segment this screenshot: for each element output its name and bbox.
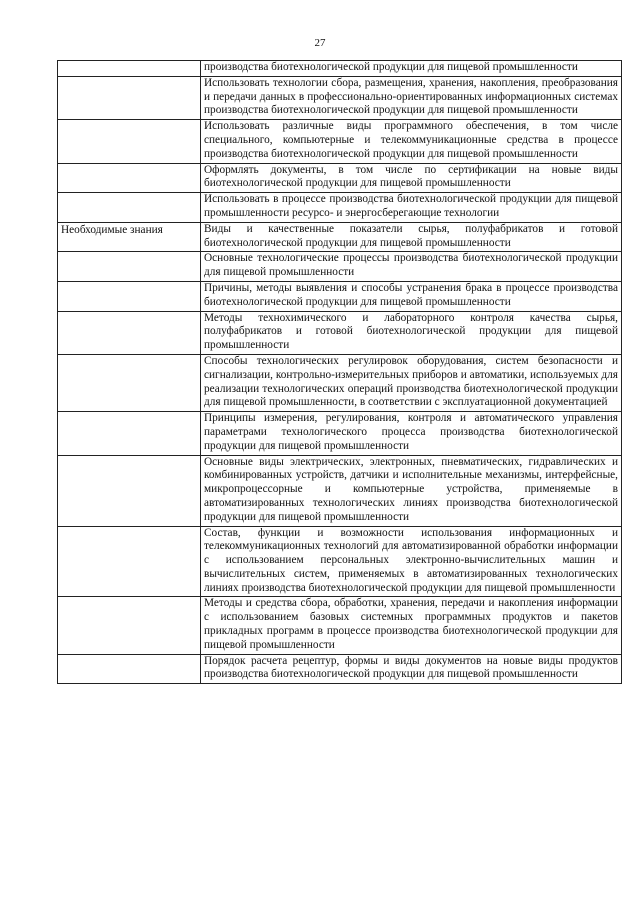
row-label (58, 281, 201, 311)
row-text: Виды и качественные показатели сырья, полуфабрикатов и готовой биотехнологической продукции для пищевой промышленности (201, 222, 622, 252)
table-row (58, 163, 622, 193)
row-label (58, 654, 201, 684)
row-label (58, 597, 201, 654)
row-text: Оформлять документы, в том числе по сертификации на новые виды биотехнологической продукции для пищевой промышленности (201, 163, 622, 193)
row-text: Способы технологических регулировок оборудования, систем безопасности и сигнализации, контрольно-измерительных приборов и автоматики, используемых для реализации технологических операций производства биотехнологической продукции для пищевой промышленности, в соответствии с эксплуатационной документацией (201, 354, 622, 411)
row-label (58, 455, 201, 526)
table-row (58, 120, 622, 163)
table-row (58, 654, 622, 684)
table-row (58, 222, 622, 252)
row-text: Основные технологические процессы производства биотехнологической продукции для пищевой промышленности (201, 252, 622, 282)
row-text: Использовать в процессе производства биотехнологической продукции для пищевой промышленности ресурсо- и энергосберегающие технологии (201, 193, 622, 223)
row-text: Состав, функции и возможности использования информационных и телекоммуникационных технологий для автоматизированной обработки информации с использованием персональных электронно-вычислительных машин и вычислительных систем, применяемых в автоматизированных технологических линиях производства биотехнологической продукции для пищевой промышленности (201, 526, 622, 597)
row-text: Использовать технологии сбора, размещения, хранения, накопления, преобразования и передачи данных в профессионально-ориентированных информационных системах производства биотехнологической продукции для пищевой промышленности (201, 76, 622, 119)
table-row (58, 61, 622, 77)
page-number: 27 (314, 37, 326, 49)
table-row (58, 412, 622, 455)
table-row (58, 281, 622, 311)
table-row (58, 455, 622, 526)
requirements-table (57, 60, 622, 684)
table-row (58, 354, 622, 411)
table-row (58, 597, 622, 654)
row-label (58, 311, 201, 354)
row-label (58, 120, 201, 163)
row-label (58, 252, 201, 282)
row-label (58, 163, 201, 193)
table-row (58, 252, 622, 282)
row-label (58, 412, 201, 455)
row-text: производства биотехнологической продукции для пищевой промышленности (201, 61, 622, 77)
row-text: Порядок расчета рецептур, формы и виды документов на новые виды продуктов производства биотехнологической продукции для пищевой промышленности (201, 654, 622, 684)
row-label (58, 354, 201, 411)
row-label (58, 76, 201, 119)
row-text: Принципы измерения, регулирования, контроля и автоматического управления параметрами технологического процесса производства биотехнологической продукции для пищевой промышленности (201, 412, 622, 455)
row-label (58, 526, 201, 597)
table-row (58, 76, 622, 119)
row-text: Методы технохимического и лабораторного контроля качества сырья, полуфабрикатов и готовой биотехнологической продукции для пищевой промышленности (201, 311, 622, 354)
row-label (58, 61, 201, 77)
row-label (58, 193, 201, 223)
table-row (58, 311, 622, 354)
section-label-knowledge: Необходимые знания (58, 222, 201, 252)
row-text: Причины, методы выявления и способы устранения брака в процессе производства биотехнологической продукции для пищевой промышленности (201, 281, 622, 311)
table-row (58, 526, 622, 597)
table-row (58, 193, 622, 223)
row-text: Методы и средства сбора, обработки, хранения, передачи и накопления информации с использованием базовых системных программных продуктов и пакетов прикладных программ в процессе производства биотехнологической продукции для пищевой промышленности (201, 597, 622, 654)
row-text: Основные виды электрических, электронных, пневматических, гидравлических и комбинированных устройств, датчики и исполнительные механизмы, интерфейсные, микропроцессорные и компьютерные устройства, применяемые в автоматизированных технологических линиях производства биотехнологической продукции для пищевой промышленности (201, 455, 622, 526)
row-text: Использовать различные виды программного обеспечения, в том числе специального, компьютерные и телекоммуникационные средства в процессе производства биотехнологической продукции для пищевой промышленности (201, 120, 622, 163)
